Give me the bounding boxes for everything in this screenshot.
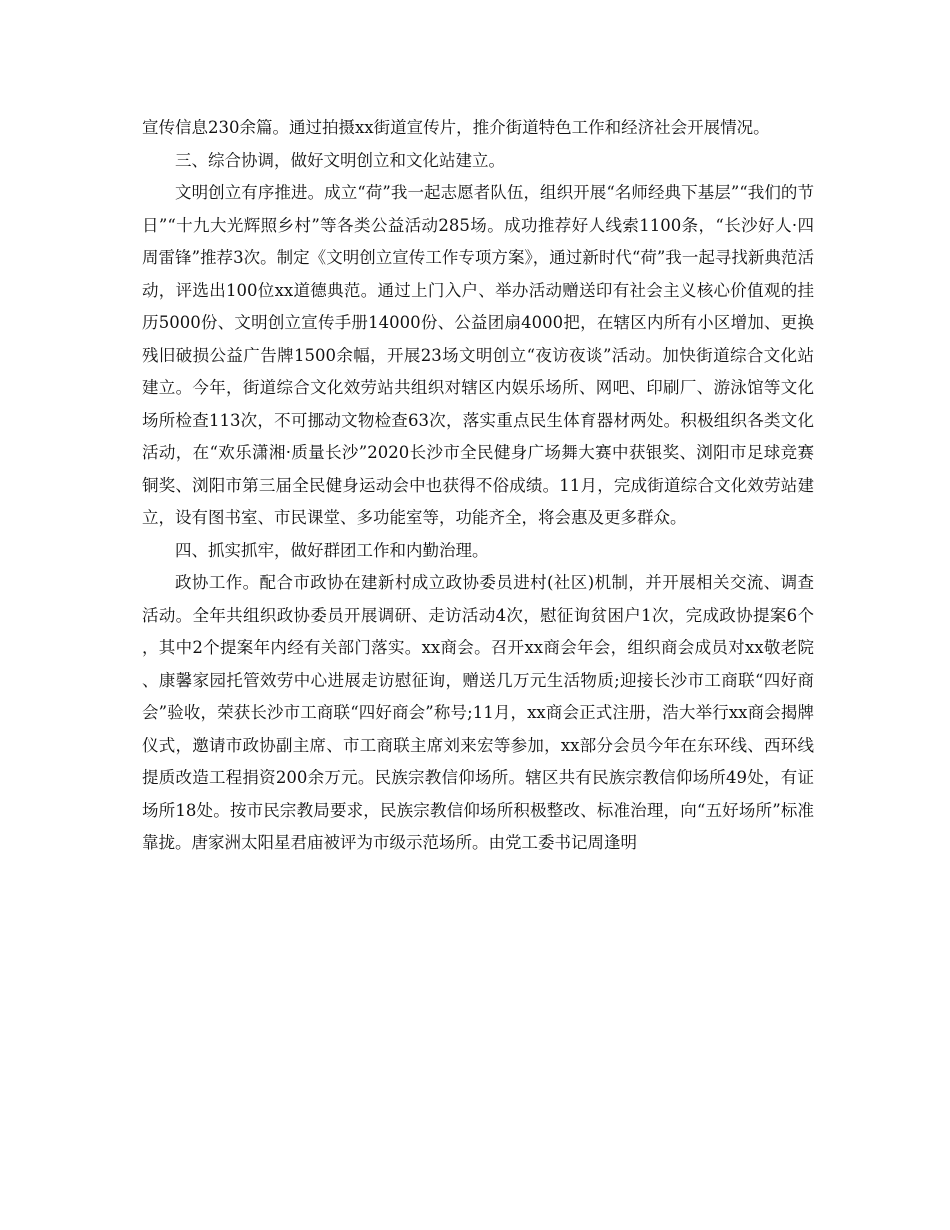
section-heading-three: 三、综合协调，做好文明创立和文化站建立。 bbox=[175, 150, 505, 170]
paragraph-continuation: 宣传信息230余篇。通过拍摄xx街道宣传片，推介街道特色工作和经济社会开展情况。 bbox=[142, 118, 770, 137]
paragraph-cppcc-work: 政协工作。配合市政协在建新村成立政协委员进村(社区)机制，并开展相关交流、调查活动。全年共组织政协委员开展调研、走访活动4次，慰征询贫困户1次，完成政协提案6个，其中2个提案年内经有关部门落实。xx商会。召开xx商会年会，组织商会成员对xx敬老院、康馨家园托管效劳中心进展走访慰征询，赠送几万元生活物质;迎接长沙市工商联“四好商会”验收，荣获长沙市工商联“四好商会”称号;11月，xx商会正式注册，浩大举行xx商会揭牌仪式，邀请市政协副主席、市工商联主席刘来宏等参加，xx部分会员今年在东环线、西环线提质改造工程捐资200余万元。民族宗教信仰场所。辖区共有民族宗教信仰场所49处，有证场所18处。按市民宗教局要求，民族宗教信仰场所积极整改、标准治理，向“五好场所”标准靠拢。唐家洲太阳星君庙被评为市级示范场所。由党工委书记周逢明 bbox=[142, 573, 814, 852]
paragraph-civilization: 文明创立有序推进。成立“荷”我一起志愿者队伍，组织开展“名师经典下基层”“我们的节日”“十九大光辉照乡村”等各类公益活动285场。成功推荐好人线索1100条，“长沙好人·四周雷锋”推荐3次。制定《文明创立宣传工作专项方案》，通过新时代“荷”我一起寻找新典范活动，评选出100位xx道德典范。通过上门入户、举办活动赠送印有社会主义核心价值观的挂历5000份、文明创立宣传手册14000份、公益团扇4000把，在辖区内所有小区增加、更换残旧破损公益广告牌1500余幅，开展23场文明创立“夜访夜谈”活动。加快街道综合文化站建立。今年，街道综合文化效劳站共组织对辖区内娱乐场所、网吧、印刷厂、游泳馆等文化场所检查113次，不可挪动文物检查63次，落实重点民生体育器材两处。积极组织各类文化活动，在“欢乐潇湘·质量长沙”2020长沙市全民健身广场舞大赛中获银奖、浏阳市足球竞赛铜奖、浏阳市第三届全民健身运动会中也获得不俗成绩。11月，完成街道综合文化效劳站建立，设有图书室、市民课堂、多功能室等，功能齐全，将会惠及更多群众。 bbox=[142, 183, 814, 527]
section-heading-four: 四、抓实抓牢，做好群团工作和内勤治理。 bbox=[175, 540, 489, 560]
document-body bbox=[142, 112, 814, 860]
